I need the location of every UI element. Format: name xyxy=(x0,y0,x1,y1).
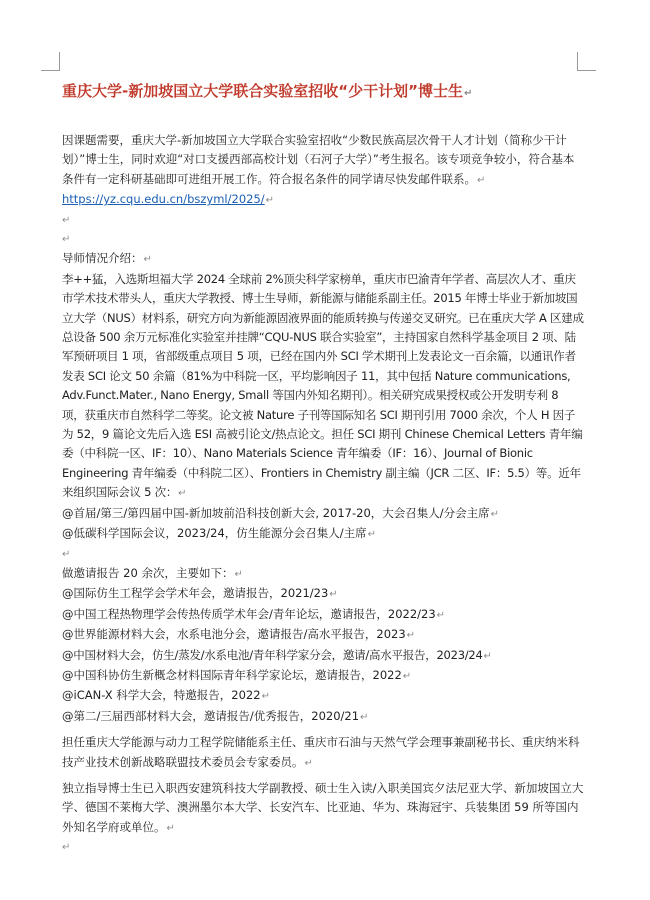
paragraph-mark-icon: ↵ xyxy=(265,195,275,207)
empty-paragraph xyxy=(62,838,584,857)
paragraph-mark-icon: ↵ xyxy=(261,691,270,703)
roles-text: 担任重庆大学能源与动力工程学院储能系主任、重庆市石油与天然气学会理事兼副秘书长、重庆纳米科技产业技术创新战略联盟技术委员会专家委员。 xyxy=(62,735,580,769)
advisor-heading xyxy=(62,249,584,269)
empty-paragraph xyxy=(62,211,584,230)
alumni-text: 独立指导博士生已入职西安建筑科技大学副教授、硕士生入读/入职美国宾夕法尼亚大学、新加坡国立大学、德国不莱梅大学、澳洲墨尔本大学、长安汽车、比亚迪、华为、珠海冠宇、兵装集团 59 所等国内外知名学府或单位。 xyxy=(62,780,584,834)
paragraph-mark-icon: ↵ xyxy=(402,670,412,682)
paragraph-mark-icon: ↵ xyxy=(62,842,71,854)
advisor-bio-text: 李++猛，入选斯坦福大学 2024 全球前 2%顶尖科学家榜单，重庆市巴渝青年学者、高层次人才、重庆市学术技术带头人，重庆大学教授、博士生导师，新能源与储能系副主任。2015 年博士毕业于新加坡国立大学（NUS）材料系，研究方向为新能源固液界面的能质转换与传递交叉研究。已在重庆大学 A 区建成总设备 500 余万元标准化实验室并挂牌“CQU-NUS 联合实验室”，主持国家自然科学基金项目 2 项、陆军预研项目 1 项，省部级重点项目 5 项，已经在国内外 SCI 学术期刊上发表论文一百余篇，以通讯作者发表 SCI 论文 50 余篇（81%为中科院一区，平均影响因子 11，其中包括 Nature communications, Adv.Funct.Mater., Nano Energy, Small 等国内外知名期刊）。相关研究成果授权或公开发明专利 8 项，获重庆市自然科学二等奖。论文被 Nature 子刊等国际知名 SCI 期刊引用 7000 余次，个人 H 因子为 52，9 篇论文先后入选 ESI 高被引论文/热点论文。担任 SCI 期刊 Chinese Chemical Letters 青年编委（中科院一区、IF：10）、Nano Materials Science 青年编委（IF：16）、Journal of Bionic Engineering 青年编委（中科院二区）、Frontiers in Chemistry 副主编（JCR 二区、IF：5.5）等。近年来组织国际会议 5 次： xyxy=(62,271,584,500)
paragraph-mark-icon: ↵ xyxy=(490,508,500,520)
talk-text: @中国科协仿生新概念材料国际青年科学家论坛，邀请报告，2022 xyxy=(62,667,402,682)
paragraph-mark-icon: ↵ xyxy=(436,609,446,621)
document-page xyxy=(62,80,584,858)
talk-text: @世界能源材料大会，水系电池分会，邀请报告/高水平报告，2023 xyxy=(62,627,406,642)
paragraph-mark-icon: ↵ xyxy=(143,254,152,266)
conference-item xyxy=(62,524,584,544)
paragraph-mark-icon: ↵ xyxy=(367,529,377,541)
roles-paragraph xyxy=(62,733,584,773)
paragraph-mark-icon: ↵ xyxy=(477,174,486,186)
intro-paragraph xyxy=(62,131,584,190)
advisor-bio-paragraph xyxy=(62,270,584,504)
talk-text: @中国工程热物理学会传热传质学术年会/青年论坛，邀请报告，2022/23 xyxy=(62,606,436,621)
talk-item xyxy=(62,584,584,604)
talks-heading xyxy=(62,564,584,584)
talk-text: @中国材料大会，仿生/蒸发/水系电池/青年科学家分会，邀请/高水平报告，2023/24 xyxy=(62,647,483,662)
paragraph-mark-icon: ↵ xyxy=(483,650,492,662)
talk-item xyxy=(62,646,584,666)
paragraph-mark-icon: ↵ xyxy=(234,568,243,580)
talks-heading-text: 做邀请报告 20 余次，主要如下： xyxy=(62,565,234,580)
paragraph-mark-icon: ↵ xyxy=(304,757,313,769)
document-title xyxy=(62,80,584,101)
page-corner-mark-top-left xyxy=(41,52,60,71)
conference-item xyxy=(62,504,584,524)
paragraph-mark-icon: ↵ xyxy=(178,488,187,500)
advisor-heading-text: 导师情况介绍： xyxy=(62,251,143,266)
title-text: 重庆大学-新加坡国立大学联合实验室招收“少干计划”博士生 xyxy=(62,82,463,100)
empty-paragraph xyxy=(62,545,584,564)
conference-text: @低碳科学国际会议，2023/24，仿生能源分会召集人/主席 xyxy=(62,526,367,541)
paragraph-mark-icon: ↵ xyxy=(406,630,416,642)
paragraph-mark-icon: ↵ xyxy=(166,822,175,834)
paragraph-mark-icon: ↵ xyxy=(62,234,71,246)
paragraph-mark-icon: ↵ xyxy=(360,711,369,723)
talk-item xyxy=(62,605,584,625)
empty-paragraph xyxy=(62,230,584,249)
paragraph-mark-icon: ↵ xyxy=(463,88,473,99)
paragraph-mark-icon: ↵ xyxy=(329,589,338,601)
talk-text: @iCAN-X 科学大会，特邀报告，2022 xyxy=(62,688,261,703)
talk-item xyxy=(62,707,584,727)
conference-text: @首届/第三/第四届中国-新加坡前沿科技创新大会, 2017-20，大会召集人/分会主席 xyxy=(62,505,490,520)
paragraph-mark-icon: ↵ xyxy=(62,548,71,560)
intro-text: 因课题需要，重庆大学-新加坡国立大学联合实验室招收“少数民族高层次骨干人才计划（简称少干计划）”博士生，同时欢迎“对口支援西部高校计划（石河子大学）”考生报名。该专项竞争较小，符合基本条件有一定科研基础即可进组开展工作。符合报名条件的同学请尽快发邮件联系。 xyxy=(62,133,575,186)
talk-item xyxy=(62,625,584,645)
page-corner-mark-top-right xyxy=(577,52,596,71)
talk-item xyxy=(62,666,584,686)
admission-catalog-link[interactable]: https://yz.cqu.edu.cn/bszyml/2025/ xyxy=(62,192,265,207)
link-paragraph xyxy=(62,190,584,210)
alumni-paragraph xyxy=(62,779,584,838)
talk-text: @国际仿生工程学会学术年会，邀请报告，2021/23 xyxy=(62,586,329,601)
paragraph-mark-icon: ↵ xyxy=(62,214,71,226)
talk-item xyxy=(62,686,584,706)
talk-text: @第二/三届西部材料大会，邀请报告/优秀报告，2020/21 xyxy=(62,708,360,723)
